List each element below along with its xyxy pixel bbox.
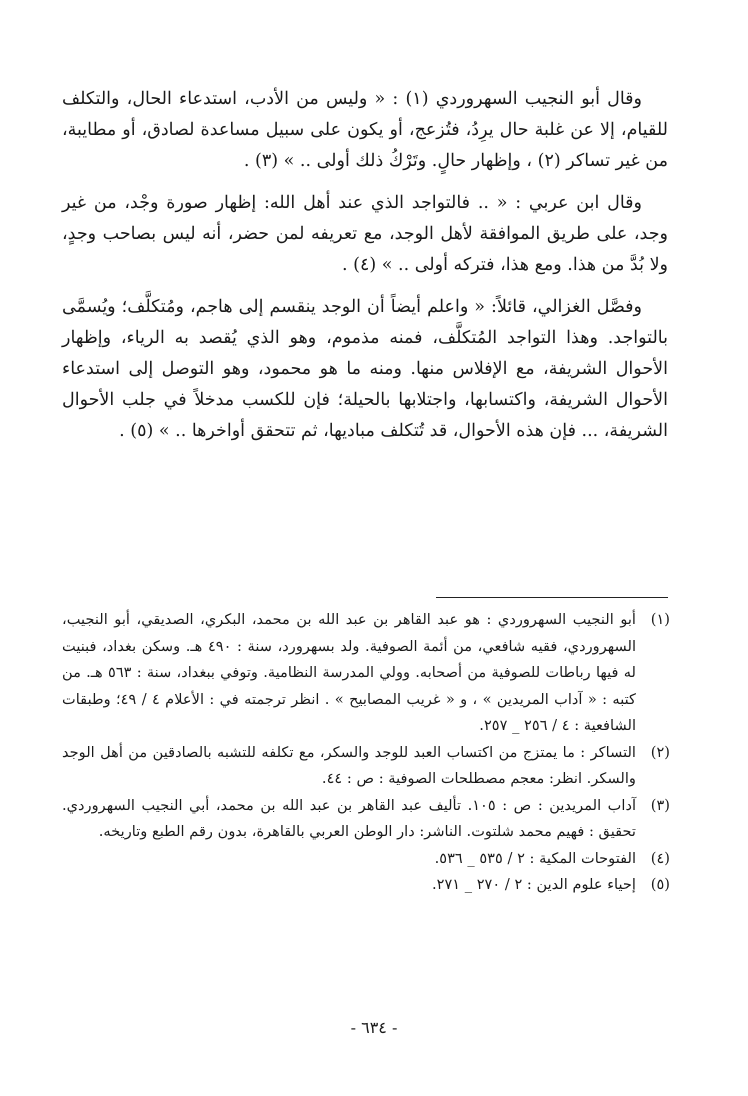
footnote-number: (٤) xyxy=(650,849,670,867)
main-text xyxy=(62,84,668,458)
footnote-1 xyxy=(62,607,670,740)
footnote-2 xyxy=(62,740,670,793)
footnote-number: (٣) xyxy=(650,796,670,814)
footnote-number: (١) xyxy=(650,611,670,628)
footnote-text: الفتوحات المكية : ٢ / ٥٣٥ _ ٥٣٦. xyxy=(434,849,636,867)
footnotes xyxy=(62,607,670,899)
footnote-separator xyxy=(436,597,668,598)
footnote-5 xyxy=(62,872,670,899)
paragraph-suhrawardi: وقال أبو النجيب السهروردي (١) : « وليس من الأدب، استدعاء الحال، والتكلف للقيام، إلا عن غلبة حال يرِدُ، فتُزعج، أو يكون على سبيل مساعدة لصادق، أو مطايبة، من غير تساكر (٢) ، وإظهار حالٍ. وتَرْكُ ذلك أولى .. » (٣) . xyxy=(62,89,668,171)
footnote-number: (٢) xyxy=(650,743,670,761)
paragraph-ghazali: وفصَّل الغزالي، قائلاً: « واعلم أيضاً أن الوجد ينقسم إلى هاجم، ومُتكلَّف؛ ويُسمَّى بالتواجد. وهذا التواجد المُتكلَّف، فمنه مذموم، وهو الذي يُقصد به الرياء، وإظهار الأحوال الشريفة، مع الإفلاس منها. ومنه ما هو محمود، وهو التوصل إلى استدعاء الأحوال الشريفة، واكتسابها، واجتلابها بالحيلة؛ فإن للكسب مدخلاً في جلب الأحوال الشريفة، ... فإن هذه الأحوال، قد تُتكلف مباديها، ثم تتحقق أواخرها .. » (٥) . xyxy=(62,297,668,441)
paragraph-ibn-arabi: وقال ابن عربي : « .. فالتواجد الذي عند أهل الله: إظهار صورة وجْد، من غير وجد، على طريق الموافقة لأهل الوجد، مع تعريفه لمن حضر، أنه ليس بصاحب وجدٍ، ولا بُدَّ من هذا. ومع هذا، فتركه أولى .. » (٤) . xyxy=(62,193,668,275)
footnote-3 xyxy=(62,793,670,846)
footnote-4 xyxy=(62,846,670,873)
page-number: - ٦٣٤ - xyxy=(350,1018,398,1037)
footnote-text: التساكر : ما يمتزج من اكتساب العبد للوجد والسكر، مع تكلفه للتشبه بالصادقين من أهل الوجد والسكر. انظر: معجم مصطلحات الصوفية : ص : ٤٤. xyxy=(62,743,636,787)
footnote-number: (٥) xyxy=(650,876,670,893)
footnote-text: آداب المريدين : ص : ١٠٥. تأليف عبد القاهر بن عبد الله بن محمد، أبي النجيب السهروردي. تحقيق : فهيم محمد شلتوت. الناشر: دار الوطن العربي بالقاهرة، بدون رقم الطبع وتاريخه. xyxy=(62,796,637,840)
footnote-text: أبو النجيب السهروردي : هو عبد القاهر بن عبد الله بن محمد، البكري، الصديقي، أبو النجيب، السهروردي، فقيه شافعي، من أئمة الصوفية. ولد بسهرورد، سنة : ٤٩٠ هـ. وسكن بغداد، فبنيت له فيها رباطات للصوفية من أصحابه. وولي المدرسة النظامية. وتوفي ببغداد، سنة : ٥٦٣ هـ. من كتبه : « آداب المريدين » ، و « غريب المصابيح » . انظر ترجمته في : الأعلام ٤ / ٤٩؛ وطبقات الشافعية : ٤ / ٢٥٦ _ ٢٥٧. xyxy=(62,611,636,734)
footnote-text: إحياء علوم الدين : ٢ / ٢٧٠ _ ٢٧١. xyxy=(431,876,636,893)
